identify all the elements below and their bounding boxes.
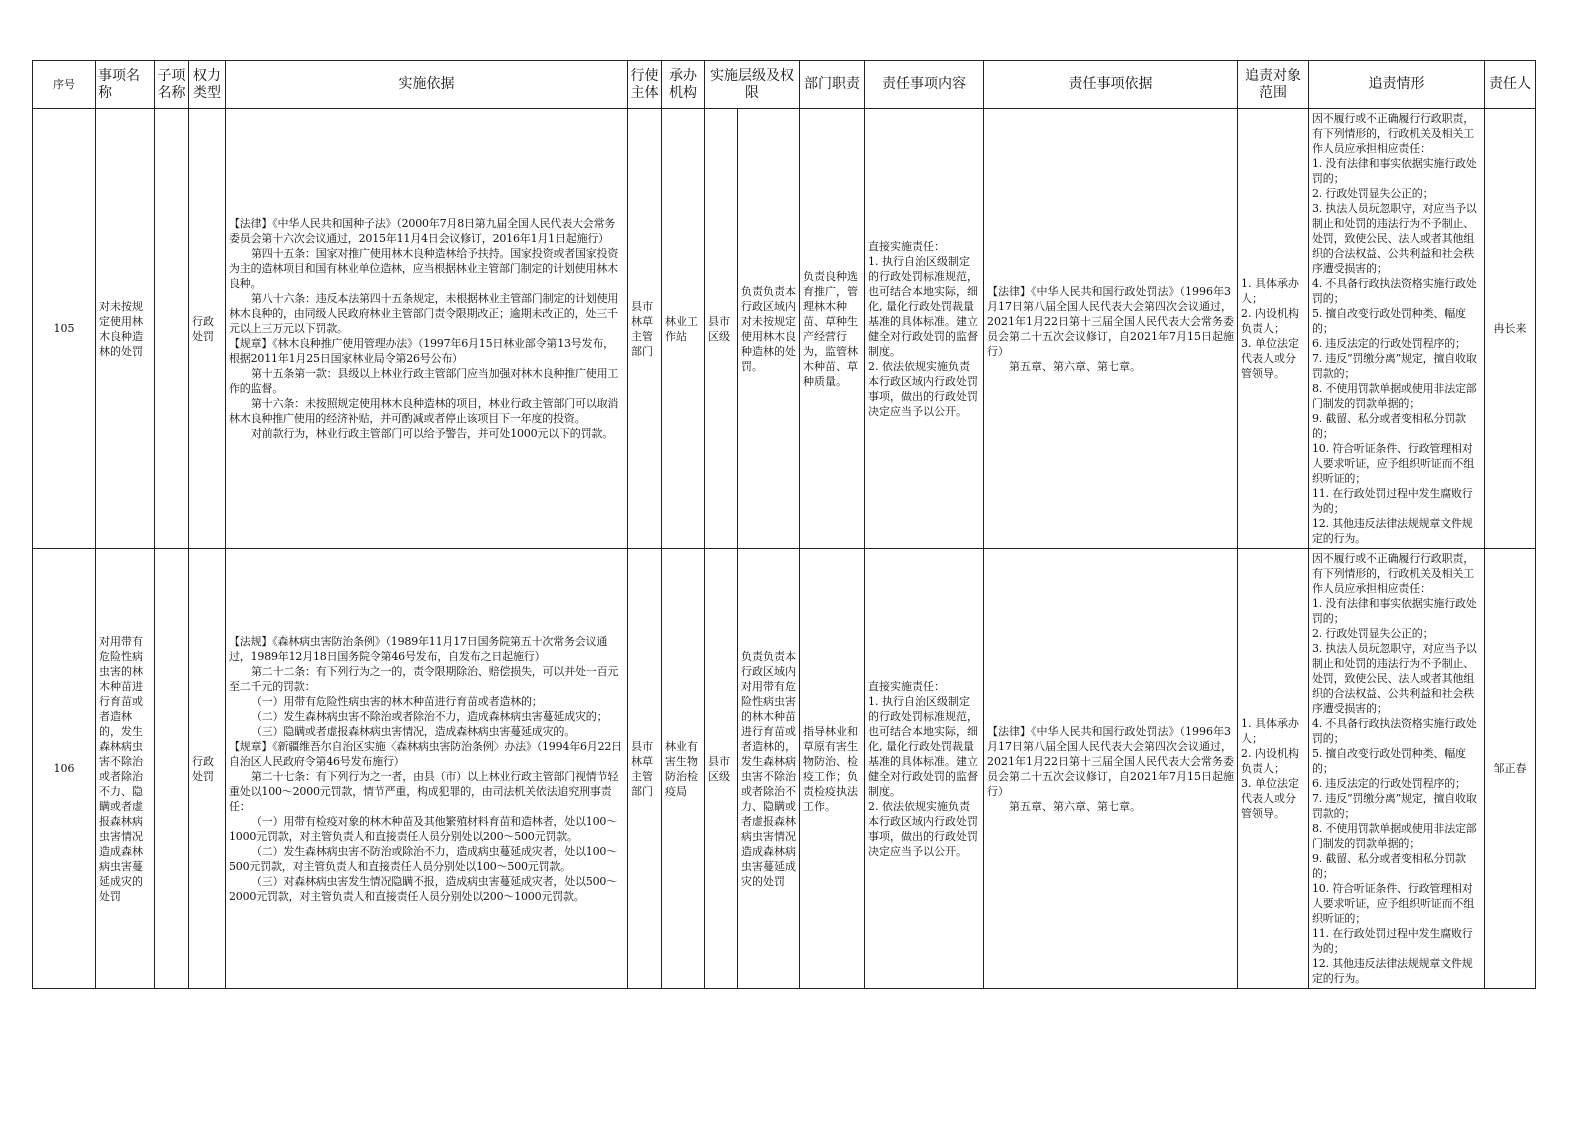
- header-sub-item: 子项名称: [155, 61, 189, 109]
- cell-basis: [226, 549, 628, 989]
- pursue-case-line: 3. 执法人员玩忽职守，对应当予以制止和处罚的违法行为不予制止、处罚，致使公民、法人或者其他组织的合法权益、公共利益和社会秩序遭受损害的；: [1312, 642, 1477, 715]
- basis-line: 第二十二条：有下列行为之一的，责令限期除治、赔偿损失，可以并处一百元至二千元的罚款：: [229, 664, 619, 693]
- basis-line: 【规章】《新疆维吾尔自治区实施〈森林病虫害防治条例〉办法》（1994年6月22日自治区人民政府令第46号发布施行）: [229, 739, 622, 768]
- basis-line: （二）发生森林病虫害不除治或者除治不力，造成森林病虫害蔓延成灾的；: [251, 709, 608, 723]
- cell-pursue-scope: [1238, 549, 1309, 989]
- pursue-case-line: 2. 行政处罚显失公正的；: [1312, 187, 1434, 200]
- basis-line: 第八十六条：违反本法第四十五条规定，未根据林业主管部门制定的计划使用林木良种的，由同级人民政府林业主管部门责令限期改正；逾期未改正的，处三千元以上三万元以下罚款。: [229, 292, 619, 335]
- resp-content-line: 2. 依法依规实施负责本行政区域内行政处罚事项，做出的行政处罚决定应当予以公开。: [868, 799, 978, 858]
- cell-person: 冉长来: [1485, 109, 1536, 549]
- pursue-scope-line: 3. 单位法定代表人或分管领导。: [1241, 777, 1299, 820]
- resp-content-line: 1. 执行自治区级制定的行政处罚标准规范，也可结合本地实际，细化, 量化行政处罚裁量基准的具体标准。建立健全对行政处罚的监督制度。: [868, 254, 978, 358]
- basis-line: （二）发生森林病虫害不防治或除治不力，造成病虫蔓延成灾者，处以100～500元罚款，对主管负责人和直接责任人员分别处以100～500元罚款。: [229, 844, 617, 873]
- cell-seq: 105: [33, 109, 96, 549]
- resp-content-line: 2. 依法依规实施负责本行政区域内行政处罚事项，做出的行政处罚决定应当予以公开。: [868, 359, 978, 418]
- header-seq: 序号: [33, 61, 96, 109]
- pursue-scope-line: 1. 具体承办人；: [1241, 717, 1299, 745]
- pursue-case-line: 4. 不具备行政执法资格实施行政处罚的；: [1312, 277, 1477, 305]
- pursue-case-line: 1. 没有法律和事实依据实施行政处罚的；: [1312, 597, 1477, 625]
- table-row: [33, 109, 1536, 549]
- header-basis: 实施依据: [226, 61, 628, 109]
- header-pursue-case: 追责情形: [1309, 61, 1485, 109]
- pursue-scope-line: 3. 单位法定代表人或分管领导。: [1241, 337, 1299, 380]
- pursue-scope-line: 2. 内设机构负责人；: [1241, 307, 1299, 335]
- pursue-case-line: 8. 不使用罚款单据或使用非法定部门制发的罚款单据的；: [1312, 382, 1477, 410]
- cell-resp-basis: [984, 549, 1238, 989]
- header-level: 实施层级及权限: [705, 61, 800, 109]
- pursue-case-line: 7. 违反“罚缴分离”规定，擅自收取罚款的；: [1312, 352, 1477, 380]
- cell-subject: 县市林草主管部门: [628, 549, 662, 989]
- header-subject: 行使主体: [628, 61, 662, 109]
- basis-line: 第二十七条：有下列行为之一者，由县（市）以上林业行政主管部门视情节轻重处以100～2000元罚款，情节严重，构成犯罪的，由司法机关依法追究刑事责任：: [229, 769, 619, 813]
- basis-line: （三）隐瞒或者虚报森林病虫害情况，造成森林病虫害蔓延成灾的。: [251, 724, 575, 738]
- cell-item-name: 对用带有危险性病虫害的林木种苗进行育苗或者造林的，发生森林病虫害不除治或者除治不力、隐瞒或者虚报森林病虫害情况造成森林病虫害蔓延成灾的处罚: [96, 549, 155, 989]
- liability-table: [32, 60, 1536, 989]
- resp-basis-line: 第五章、第六章、第七章。: [1009, 799, 1141, 813]
- header-pursue-scope: 追责对象范围: [1238, 61, 1309, 109]
- pursue-case-line: 10. 符合听证条件、行政管理相对人要求听证，应予组织听证而不组织听证的；: [1312, 882, 1474, 925]
- header-row: [33, 61, 1536, 109]
- header-resp-content: 责任事项内容: [865, 61, 984, 109]
- cell-subject: 县市林草主管部门: [628, 109, 662, 549]
- cell-resp-content: [865, 549, 984, 989]
- pursue-case-line: 12. 其他违反法律法规规章文件规定的行为。: [1312, 517, 1473, 545]
- header-item-name: 事项名称: [96, 61, 155, 109]
- cell-level-b: 负责负责本行政区域内对未按规定使用林木良种造林的处罚。: [738, 109, 800, 549]
- table-row: [33, 549, 1536, 989]
- pursue-case-line: 1. 没有法律和事实依据实施行政处罚的；: [1312, 157, 1477, 185]
- cell-pursue-case: [1309, 549, 1485, 989]
- pursue-scope-line: 2. 内设机构负责人；: [1241, 747, 1299, 775]
- cell-level-a: 县市区级: [705, 109, 738, 549]
- header-dept-duty: 部门职责: [800, 61, 865, 109]
- pursue-case-line: 10. 符合听证条件、行政管理相对人要求听证，应予组织听证而不组织听证的；: [1312, 442, 1474, 485]
- basis-line: （一）用带有检疫对象的林木种苗及其他繁殖材料育苗和造林者，处以100～1000元罚款，对主管负责人和直接责任人员分别处以200～500元罚款。: [229, 814, 617, 843]
- cell-level-b: 负责负责本行政区域内对用带有危险性病虫害的林木种苗进行育苗或者造林的，发生森林病虫害不除治或者除治不力、隐瞒或者虚报森林病虫害情况造成森林病虫害蔓延成灾的处罚: [738, 549, 800, 989]
- resp-basis-line: 【法律】《中华人民共和国行政处罚法》（1996年3月17日第八届全国人民代表大会第四次会议通过，2021年1月22日第十三届全国人民代表大会常务委员会第二十五次会议修订，自2021年7月15日起施行）: [987, 724, 1234, 798]
- cell-dept-duty: 指导林业和草原有害生物防治、检疫工作；负责检疫执法工作。: [800, 549, 865, 989]
- resp-content-line: 直接实施责任：: [868, 679, 945, 693]
- cell-sub-item: [155, 549, 189, 989]
- basis-line: 对前款行为，林业行政主管部门可以给予警告，并可处1000元以下的罚款。: [251, 427, 613, 440]
- basis-line: 第十六条：未按照规定使用林木良种造林的项目，林业行政主管部门可以取消林木良种推广使用的经济补贴，并可酌减或者停止该项目下一年度的投资。: [229, 397, 619, 425]
- resp-basis-line: 【法律】《中华人民共和国行政处罚法》（1996年3月17日第八届全国人民代表大会第四次会议通过，2021年1月22日第十三届全国人民代表大会常务委员会第二十五次会议修订，自2021年7月15日起施行）: [987, 284, 1234, 358]
- pursue-case-line: 3. 执法人员玩忽职守，对应当予以制止和处罚的违法行为不予制止、处罚，致使公民、法人或者其他组织的合法权益、公共利益和社会秩序遭受损害的；: [1312, 202, 1477, 275]
- pursue-scope-line: 1. 具体承办人；: [1241, 277, 1299, 305]
- resp-basis-line: 第五章、第六章、第七章。: [1009, 359, 1141, 373]
- pursue-case-line: 8. 不使用罚款单据或使用非法定部门制发的罚款单据的；: [1312, 822, 1477, 850]
- cell-handler: 林业工作站: [662, 109, 705, 549]
- basis-line: 【法律】《中华人民共和国种子法》（2000年7月8日第九届全国人民代表大会常务委员会第十六次会议通过，2015年11月4日会议修订，2016年1月1日起施行）: [229, 217, 616, 245]
- basis-line: 【法规】《森林病虫害防治条例》（1989年11月17日国务院第五十次常务会议通过，1989年12月18日国务院令第46号发布，自发布之日起施行）: [229, 634, 608, 663]
- header-person: 责任人: [1485, 61, 1536, 109]
- cell-resp-content: [865, 109, 984, 549]
- cell-handler: 林业有害生物防治检疫局: [662, 549, 705, 989]
- pursue-case-line: 因不履行或不正确履行行政职责，有下列情形的，行政机关及相关工作人员应承担相应责任：: [1312, 552, 1474, 595]
- pursue-case-line: 5. 擅自改变行政处罚种类、幅度的；: [1312, 307, 1466, 335]
- cell-power-type: 行政处罚: [189, 109, 226, 549]
- pursue-case-line: 11. 在行政处罚过程中发生腐败行为的；: [1312, 487, 1473, 515]
- cell-person: 邹正春: [1485, 549, 1536, 989]
- cell-resp-basis: [984, 109, 1238, 549]
- pursue-case-line: 9. 截留、私分或者变相私分罚款的；: [1312, 412, 1466, 440]
- cell-sub-item: [155, 109, 189, 549]
- resp-content-line: 1. 执行自治区级制定的行政处罚标准规范，也可结合本地实际，细化, 量化行政处罚裁量基准的具体标准。建立健全对行政处罚的监督制度。: [868, 694, 978, 798]
- pursue-case-line: 7. 违反“罚缴分离”规定，擅自收取罚款的；: [1312, 792, 1477, 820]
- header-power-type: 权力类型: [189, 61, 226, 109]
- cell-seq: 106: [33, 549, 96, 989]
- basis-line: （一）用带有危险性病虫害的林木种苗进行育苗或者造林的；: [251, 694, 543, 708]
- resp-content-line: 直接实施责任：: [868, 239, 945, 253]
- header-handler: 承办机构: [662, 61, 705, 109]
- pursue-case-line: 12. 其他违反法律法规规章文件规定的行为。: [1312, 957, 1473, 985]
- cell-item-name: 对未按规定使用林木良种造林的处罚: [96, 109, 155, 549]
- basis-line: 【规章】《林木良种推广使用管理办法》（1997年6月15日林业部令第13号发布，根据2011年1月25日国家林业局令第26号公布）: [229, 337, 614, 365]
- basis-line: （三）对森林病虫害发生情况隐瞒不报，造成病虫害蔓延成灾者，处以500～2000元罚款，对主管负责人和直接责任人员分别处以200～1000元罚款。: [229, 874, 617, 903]
- pursue-case-line: 6. 违反法定的行政处罚程序的；: [1312, 777, 1466, 790]
- pursue-case-line: 11. 在行政处罚过程中发生腐败行为的；: [1312, 927, 1473, 955]
- pursue-case-line: 4. 不具备行政执法资格实施行政处罚的；: [1312, 717, 1477, 745]
- pursue-case-line: 因不履行或不正确履行行政职责，有下列情形的，行政机关及相关工作人员应承担相应责任：: [1312, 112, 1474, 155]
- cell-level-a: 县市区级: [705, 549, 738, 989]
- cell-pursue-case: [1309, 109, 1485, 549]
- header-resp-basis: 责任事项依据: [984, 61, 1238, 109]
- cell-dept-duty: 负责良种选育推广，管理林木种苗、草种生产经营行为，监管林木种苗、草种质量。: [800, 109, 865, 549]
- basis-line: 第四十五条：国家对推广使用林木良种造林给予扶持。国家投资或者国家投资为主的造林项目和国有林业单位造林，应当根据林业主管部门制定的计划使用林木良种。: [229, 247, 619, 290]
- pursue-case-line: 2. 行政处罚显失公正的；: [1312, 627, 1434, 640]
- pursue-case-line: 5. 擅自改变行政处罚种类、幅度的；: [1312, 747, 1466, 775]
- cell-pursue-scope: [1238, 109, 1309, 549]
- basis-line: 第十五条第一款：县级以上林业行政主管部门应当加强对林木良种推广使用工作的监督。: [229, 367, 619, 395]
- cell-power-type: 行政处罚: [189, 549, 226, 989]
- cell-basis: [226, 109, 628, 549]
- pursue-case-line: 6. 违反法定的行政处罚程序的；: [1312, 337, 1466, 350]
- pursue-case-line: 9. 截留、私分或者变相私分罚款的；: [1312, 852, 1466, 880]
